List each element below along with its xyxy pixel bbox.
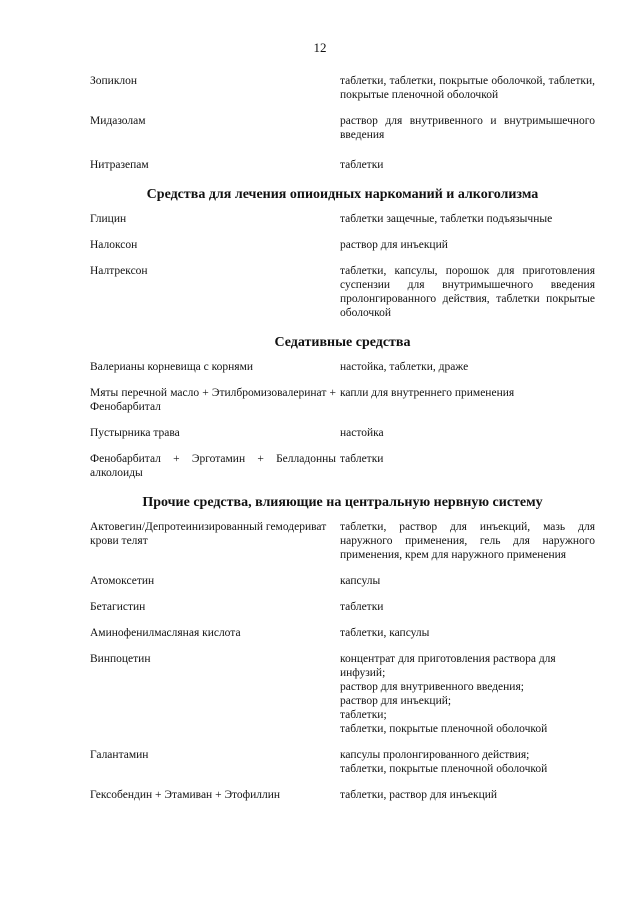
- list-item: [90, 74, 595, 102]
- list-item: [90, 520, 595, 562]
- drug-form: капсулы: [340, 575, 381, 587]
- list-item: [90, 626, 595, 640]
- drug-name: Глицин: [90, 213, 127, 225]
- drug-name: Валерианы корневища с корнями: [90, 361, 254, 373]
- drug-name: Бетагистин: [90, 601, 146, 613]
- list-item: [90, 114, 595, 142]
- list-item: [90, 426, 595, 440]
- page-number: 12: [313, 40, 327, 55]
- section-heading: Прочие средства, влияющие на центральную нервную систему: [142, 495, 543, 510]
- list-item: [90, 788, 595, 802]
- drug-form: раствор для внутривенного и внутримышечного введения: [340, 115, 595, 141]
- drug-form: таблетки, капсулы: [340, 627, 430, 639]
- list-item: [90, 452, 595, 480]
- list-item: [90, 652, 595, 736]
- list-item: [90, 360, 595, 374]
- drug-form: таблетки: [340, 159, 384, 171]
- drug-name: Актовегин/Депротеинизированный гемодериват крови телят: [90, 521, 327, 547]
- drug-name: Мидазолам: [90, 115, 146, 127]
- drug-form: таблетки, таблетки, покрытые оболочкой, таблетки, покрытые пленочной оболочкой: [340, 75, 595, 101]
- drug-name: Аминофенилмасляная кислота: [90, 627, 241, 639]
- drug-name: Фенобарбитал + Эрготамин + Белладонны алколоиды: [90, 453, 336, 479]
- list-item: [90, 574, 595, 588]
- drug-form: настойка, таблетки, драже: [340, 361, 469, 373]
- section-heading: Седативные средства: [274, 335, 411, 350]
- drug-name: Винпоцетин: [90, 653, 151, 665]
- drug-form: таблетки: [340, 453, 384, 465]
- drug-form: раствор для инъекций: [340, 239, 448, 251]
- drug-name: Гексобендин + Этамиван + Этофиллин: [90, 789, 281, 801]
- drug-form: таблетки, капсулы, порошок для приготовления суспензии для внутримышечного введения пролонгированного действия, таблетки покрытые оболочкой: [340, 265, 595, 319]
- drug-list: [90, 74, 595, 802]
- drug-name: Налтрексон: [90, 265, 148, 277]
- list-item: [90, 386, 595, 414]
- list-item: [90, 748, 595, 776]
- drug-form: таблетки, раствор для инъекций: [340, 789, 498, 801]
- drug-form: таблетки, раствор для инъекций, мазь для наружного применения, гель для наружного применения, крем для наружного применения: [340, 521, 595, 561]
- drug-form: настойка: [340, 427, 384, 439]
- drug-name: Нитразепам: [90, 159, 149, 171]
- list-item: [90, 212, 595, 226]
- drug-form: таблетки защечные, таблетки подъязычные: [340, 213, 553, 225]
- list-item: [90, 238, 595, 252]
- drug-form: капсулы пролонгированного действия; таблетки, покрытые пленочной оболочкой: [340, 749, 548, 775]
- drug-name: Галантамин: [90, 749, 149, 761]
- drug-name: Атомоксетин: [90, 575, 155, 587]
- drug-name: Зопиклон: [90, 75, 138, 87]
- drug-form: капли для внутреннего применения: [340, 387, 515, 399]
- drug-form: концентрат для приготовления раствора для инфузий; раствор для внутривенного введения; раствор для инъекций; таблетки; таблетки, покрытые пленочной оболочкой: [340, 653, 556, 735]
- section-heading: Средства для лечения опиоидных наркоманий и алкоголизма: [146, 187, 539, 202]
- drug-name: Пустырника трава: [90, 427, 180, 439]
- drug-form: таблетки: [340, 601, 384, 613]
- list-item: [90, 600, 595, 614]
- drug-name: Налоксон: [90, 239, 138, 251]
- list-item: [90, 158, 595, 172]
- list-item: [90, 264, 595, 320]
- drug-name: Мяты перечной масло + Этилбромизовалеринат + Фенобарбитал: [90, 387, 336, 413]
